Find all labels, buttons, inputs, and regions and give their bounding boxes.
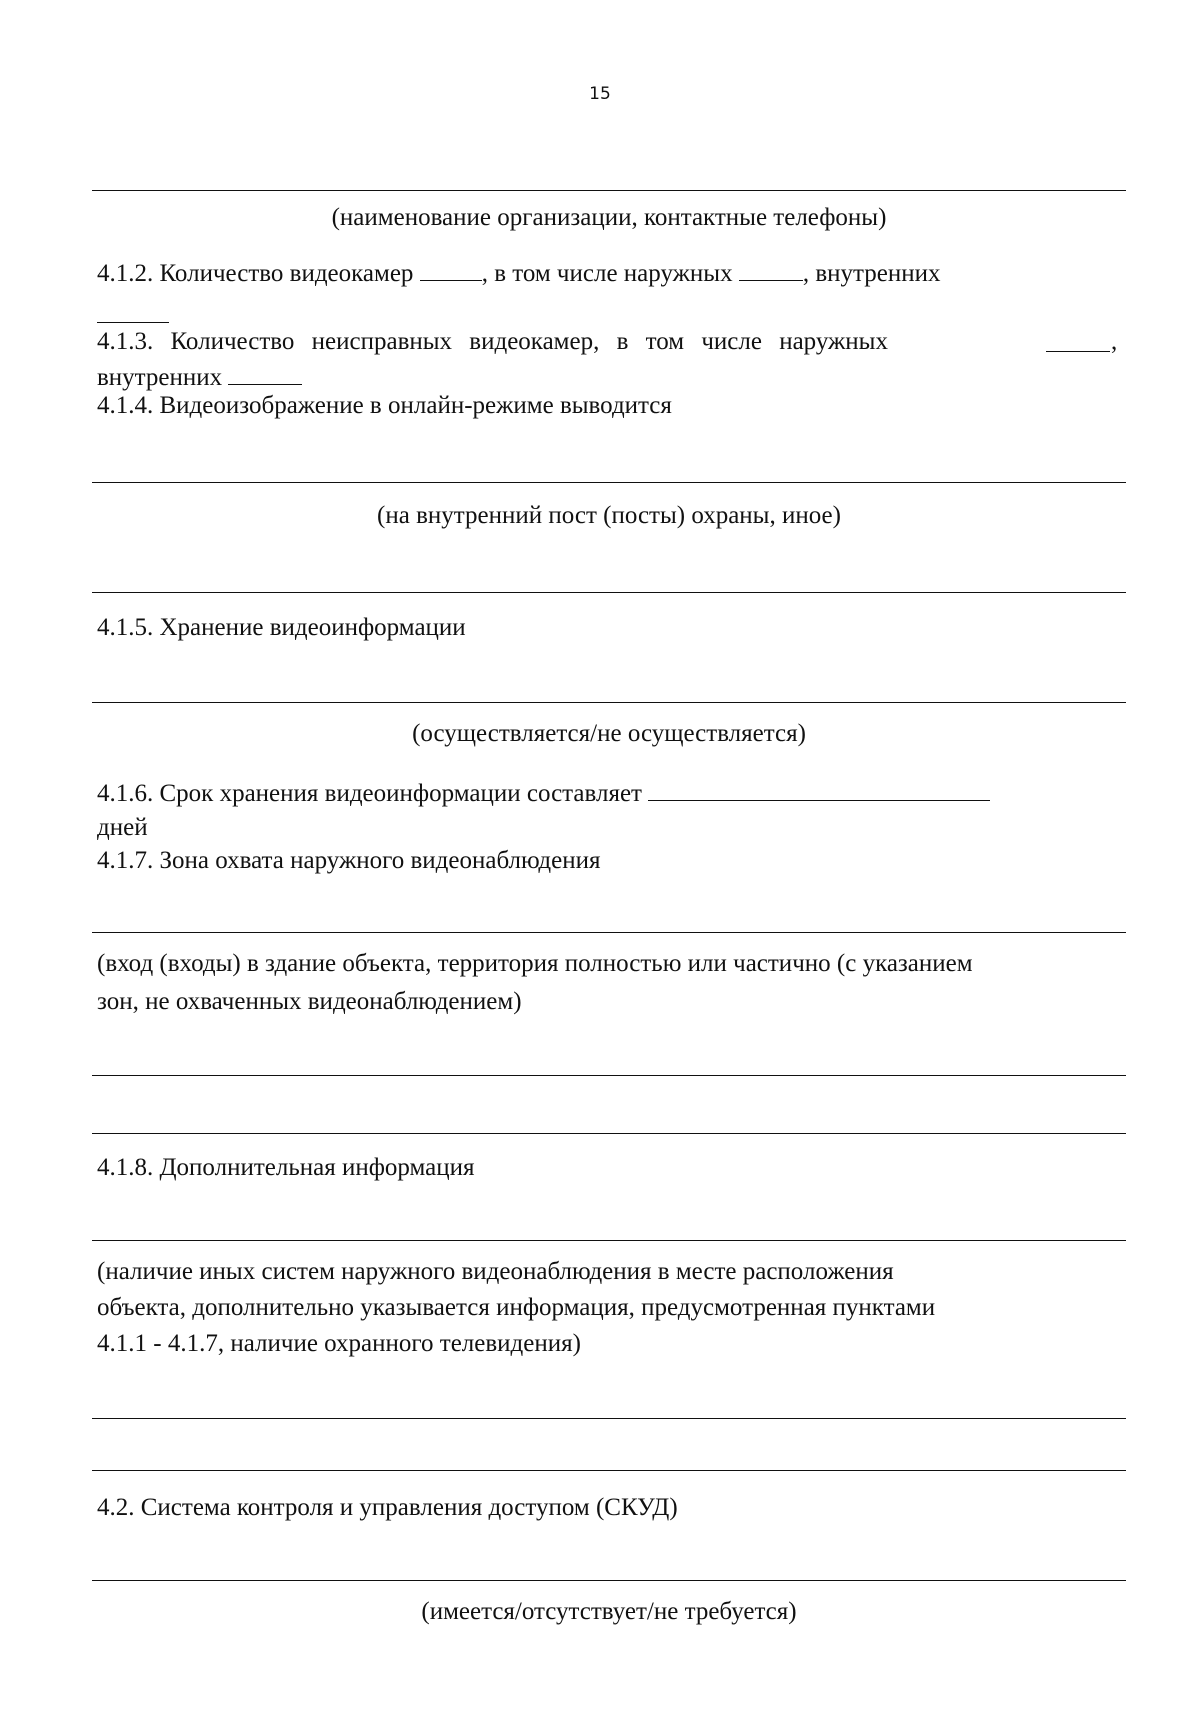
item-4-1-2 (97, 258, 940, 290)
item-4-1-2-label: 4.1.2. Количество видеокамер (97, 260, 414, 287)
additional-caption-2: объекта, дополнительно указывается информация, предусмотренная пунктами (97, 1294, 936, 1321)
item-4-1-6-label: 4.1.6. Срок хранения видеоинформации составляет (97, 780, 642, 807)
additional-caption-1: (наличие иных систем наружного видеонаблюдения в месте расположения (97, 1258, 894, 1285)
item-4-1-3-label: 4.1.3. Количество неисправных видеокамер, в том числе наружных (97, 328, 888, 355)
faulty-indoor-blank[interactable] (228, 384, 302, 385)
item-4-1-2-outdoor-label: , в том числе наружных (481, 260, 733, 287)
storage-days-blank[interactable] (648, 800, 990, 801)
coverage-line-2[interactable] (92, 1075, 1126, 1076)
video-output-line-2[interactable] (92, 592, 1126, 593)
item-4-1-5: 4.1.5. Хранение видеоинформации (97, 614, 466, 641)
coverage-line[interactable] (92, 932, 1126, 933)
coverage-line-3[interactable] (92, 1133, 1126, 1134)
additional-caption-3: 4.1.1 - 4.1.7, наличие охранного телевидения) (97, 1330, 581, 1357)
storage-line[interactable] (92, 702, 1126, 703)
video-output-caption: (на внутренний пост (посты) охраны, иное) (377, 502, 841, 529)
indoor-count-blank[interactable] (97, 322, 169, 323)
item-4-1-3-comma: , (1111, 328, 1118, 355)
access-control-caption: (имеется/отсутствует/не требуется) (421, 1598, 797, 1625)
camera-count-blank[interactable] (420, 280, 482, 281)
item-4-1-6 (97, 778, 990, 810)
item-4-1-2-indoor-label: , внутренних (802, 260, 941, 287)
coverage-caption-1: (вход (входы) в здание объекта, территория полностью или частично (с указанием (97, 950, 973, 977)
outdoor-count-blank[interactable] (739, 280, 803, 281)
item-4-2: 4.2. Система контроля и управления доступом (СКУД) (97, 1494, 678, 1521)
item-4-1-8: 4.1.8. Дополнительная информация (97, 1154, 475, 1181)
org-name-line (92, 190, 1126, 191)
storage-caption: (осуществляется/не осуществляется) (412, 720, 806, 747)
access-control-line[interactable] (92, 1580, 1126, 1581)
additional-info-line-2[interactable] (92, 1418, 1126, 1419)
org-caption: (наименование организации, контактные телефоны) (331, 204, 887, 231)
coverage-caption-2: зон, не охваченных видеонаблюдением) (97, 988, 522, 1015)
item-4-1-7: 4.1.7. Зона охвата наружного видеонаблюдения (97, 847, 601, 874)
faulty-outdoor-blank[interactable] (1046, 351, 1110, 352)
additional-info-line[interactable] (92, 1240, 1126, 1241)
item-4-1-4: 4.1.4. Видеоизображение в онлайн-режиме выводится (97, 392, 672, 419)
item-4-1-3-indoor-label: внутренних (97, 364, 223, 391)
additional-info-line-3[interactable] (92, 1470, 1126, 1471)
page-number: 15 (589, 84, 611, 104)
item-4-1-6-unit: дней (97, 814, 148, 841)
video-output-line[interactable] (92, 482, 1126, 483)
